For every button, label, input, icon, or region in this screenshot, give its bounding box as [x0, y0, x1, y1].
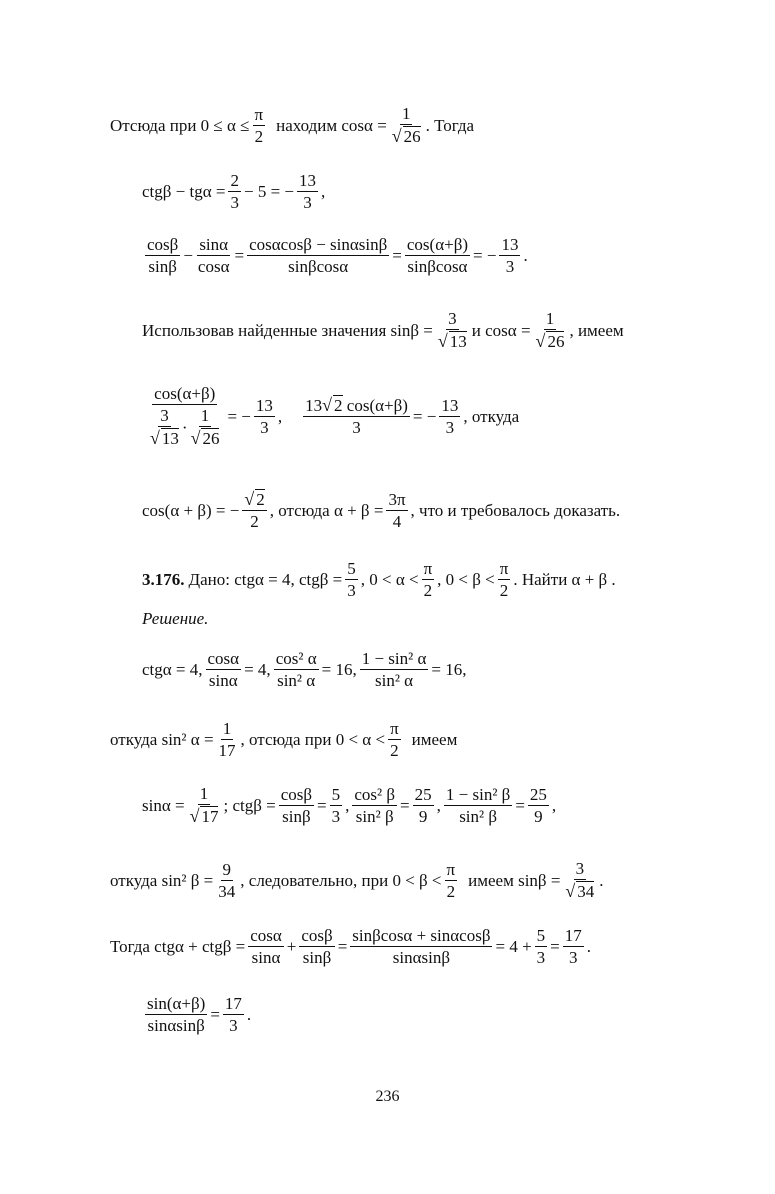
line-7: 3.176. Дано: ctgα = 4, ctgβ = $\frac{5}{3}$ , 0 < α < $\frac{\pi}{2}$ , 0 < β < $\frac{\pi}{2}$ . Найти α + β . — [142, 559, 616, 600]
line-10: откуда sin² α = $\frac{1}{17}$ , отсюда при 0 < α < $\frac{\pi}{2}$ имеем — [110, 719, 458, 760]
line-11: sinα = $\frac{1}{√ 17}$ ; ctgβ = $\frac{\cos\beta}{\sin\beta}$ = $\frac{5}{3}$ , $\frac{\text{cos² β}}{\text{sin² β}}$ = $\frac{25}{9}$ , $\frac{\text{1 − sin² β}}{\text{sin² β}}$ = $\frac{25}{9}$ , — [142, 784, 557, 826]
line-3: $\frac{\cos\beta}{\sin\beta}$ − $\frac{\sin\alpha}{\cos\alpha}$ = $\frac{\cos\alpha\cos\beta - \sin\alpha\sin\beta}{\sin\beta\cos\alpha}$ = $\frac{\cos(\alpha+\beta)}{\sin\beta\cos\alpha}$ = − $\frac{13}{3}$ . — [147, 235, 528, 276]
line-4: Использовав найденные значения sinβ = $\frac{3}{√ 13}$ и cosα = $\frac{1}{√ 26}$ , имеем — [142, 309, 624, 351]
line-1 — [110, 105, 474, 145]
line-13: Тогда ctgα + ctgβ = $\frac{\cos\alpha}{\sin\alpha}$ + $\frac{\cos\beta}{\sin\beta}$ = $\frac{\sin\beta\cos\alpha + \sin\alpha\cos\beta}{\sin\alpha\sin\beta}$ = 4 + $\frac{5}{3}$ = $\frac{17}{3}$ . — [110, 926, 592, 967]
solution-heading: Решение. — [142, 609, 209, 628]
text: Отсюда при 0 ≤ α ≤ — [110, 115, 250, 135]
line-12: откуда sin² β = $\frac{9}{34}$ , следовательно, при 0 < β < $\frac{\pi}{2}$ имеем sinβ = $\frac{3}{√ 34}$ . — [110, 859, 604, 901]
line-6: cos(α + β) = − $\frac{√ 2}{2}$ , отсюда α + β = $\frac{3\pi}{4}$ , что и требовалось доказать. — [142, 489, 621, 531]
page-number: 236 — [375, 1088, 400, 1105]
line-5: cos(α+β) $\frac{3}{√ 13}$ · $\frac{1}{√ 26}$ = − $\frac{13}{3}$ , $\frac{13√ 2 \cos(\alpha+\beta)}{3}$ = − $\frac{13}{3}$ , откуда — [150, 384, 520, 448]
line-2: ctgβ − tgα = $\frac{2}{3}$ − 5 = − $\frac{13}{3}$ , — [142, 171, 326, 212]
text: . Тогда — [425, 115, 475, 135]
line-14: $\frac{\sin(\alpha+\beta)}{\sin\alpha\sin\beta}$ = $\frac{17}{3}$ . — [147, 994, 252, 1035]
fraction: $\frac{1}{√ 26}$ — [391, 104, 421, 146]
fraction: $\frac{\pi}{2}$ — [254, 104, 264, 146]
line-9: ctgα = 4, $\frac{\cos\alpha}{\sin\alpha}$ = 4, $\frac{\text{cos² α}}{\text{sin² α}}$ = 16, $\frac{\text{1 − sin² α}}{\text{sin² α}}$ = 16, — [142, 649, 467, 690]
text: находим cosα = — [276, 115, 387, 135]
problem-number: 3.176. — [142, 570, 185, 589]
